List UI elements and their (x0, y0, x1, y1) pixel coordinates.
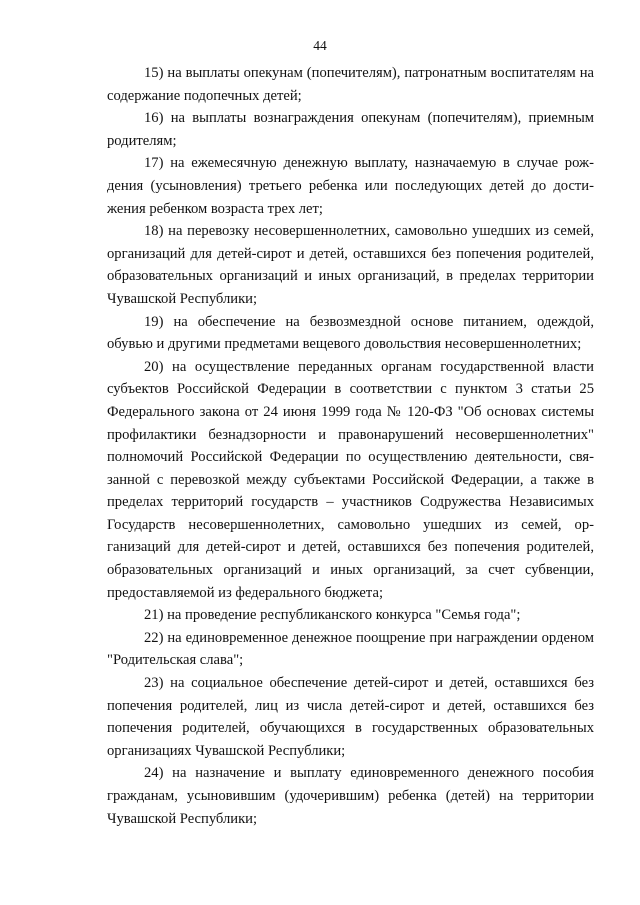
paragraph-item-17: 17) на ежемесячную денежную выплату, назначаемую в случае рождения (усыновления) третьего ребенка или последующих детей до достижения ребенком возраста трех лет; (107, 155, 594, 217)
paragraph-item-18: 18) на перевозку несовершеннолетних, самовольно ушедших из семей, организаций для детей-сирот и детей, оставшихся без попечения родителей, образовательных организаций и иных организаций, в пределах территории Чувашской Республики; (107, 223, 594, 307)
paragraph-item-15: 15) на выплаты опекунам (попечителям), патронатным воспитателям на содержание подопечных детей; (107, 65, 594, 104)
page-number: 44 (313, 38, 327, 53)
paragraph-item-19: 19) на обеспечение на безвозмездной основе питанием, одеждой, обувью и другими предметами вещевого довольствия несовершеннолетних; (107, 313, 594, 353)
paragraph-item-16: 16) на выплаты вознаграждения опекунам (попечителям), приемным родителям; (107, 110, 594, 149)
paragraph-item-21: 21) на проведение республиканского конкурса "Семья года"; (144, 607, 521, 624)
document-body (107, 62, 594, 830)
paragraph-item-24: 24) на назначение и выплату единовременного денежного пособия гражданам, усыновившим (удочерившим) ребенка (детей) на территории Чувашской Республики; (107, 765, 594, 827)
paragraph-item-22: 22) на единовременное денежное поощрение при награждении орденом "Родительская слава"; (107, 629, 594, 669)
paragraph-item-20: 20) на осуществление переданных органам государственной власти субъектов Российской Федерации в соответствии с пунктом 3 статьи 25 Федерального закона от 24 июня 1999 года № 120-ФЗ "Об основах системы профилактики безнадзорности и правонарушений несовершеннолетних" полномочий Российской Федерации по осуществлению деятельности, связанной с перевозкой между субъектами Российской Федерации, а также в пределах территорий государств – участников Содружества Независимых Государств несовершеннолетних, самовольно ушедших из семей, организаций для детей-сирот и детей, оставшихся без попечения родителей, образовательных организаций и иных организаций, за счет субвенции, предоставляемой из федерального бюджета; (107, 358, 594, 601)
paragraph-item-23: 23) на социальное обеспечение детей-сирот и детей, оставшихся без попечения родителей, лиц из числа детей-сирот и детей, оставшихся без попечения родителей, обучающихся в государственных образовательных организациях Чувашской Республики; (107, 675, 594, 759)
